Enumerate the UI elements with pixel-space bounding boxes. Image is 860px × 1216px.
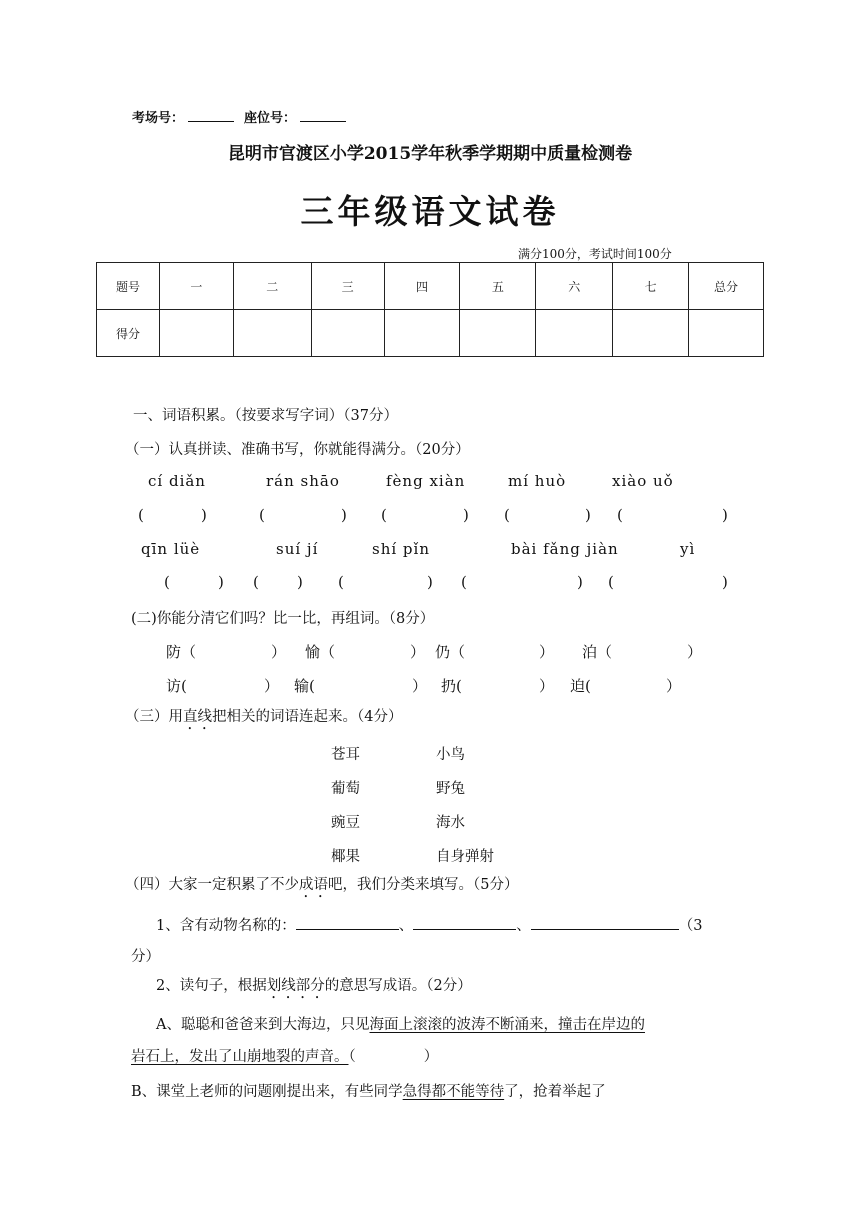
exam-info-line — [132, 107, 356, 126]
score-cell[interactable] — [689, 310, 764, 357]
match-left-item[interactable]: 豌豆 — [331, 815, 360, 831]
match-right-item[interactable]: 野兔 — [436, 781, 465, 797]
idiom-blank[interactable] — [413, 915, 516, 930]
underlined-phrase: 海面上滚滚的波涛不断涌来，撞击在岸边的 — [369, 1017, 645, 1033]
exam-room-blank[interactable] — [188, 110, 234, 122]
score-row-label: 得分 — [97, 310, 160, 357]
pinyin-item: yì — [680, 540, 696, 558]
table-header-cell: 五 — [460, 263, 536, 310]
pinyin-item: cí diǎn — [148, 472, 206, 490]
compare-char[interactable]: 迫( — [570, 677, 591, 695]
table-header-cell: 题号 — [97, 263, 160, 310]
compare-char[interactable]: 泊（ — [582, 643, 613, 661]
part4-q1-score-cont: 分） — [131, 949, 160, 965]
table-header-cell: 三 — [311, 263, 384, 310]
full-score-note: 满分100分，考试时间100分 — [518, 247, 672, 261]
match-right-item[interactable]: 小鸟 — [436, 747, 465, 763]
pinyin-item: rán shāo — [266, 472, 340, 490]
pinyin-item: shí pǐn — [372, 540, 430, 558]
pinyin-item: suí jí — [276, 540, 319, 558]
compare-char[interactable]: 防（ — [166, 643, 197, 661]
score-cell[interactable] — [460, 310, 536, 357]
sentence-a-line2: 岩石上，发出了山崩地裂的声音。（ ） — [131, 1049, 439, 1065]
score-cell[interactable] — [233, 310, 311, 357]
match-right-item[interactable]: 自身弹射 — [436, 849, 494, 865]
score-table-header-row — [97, 263, 764, 310]
emphasis-text: 划线部分 — [266, 978, 325, 994]
part3-heading: （三）用直线把相关的词语连起来。（4分） — [125, 709, 403, 725]
seat-blank[interactable] — [300, 110, 346, 122]
match-right-item[interactable]: 海水 — [436, 815, 465, 831]
part2-heading: (二)你能分清它们吗？比一比，再组词。（8分） — [131, 611, 435, 627]
table-header-cell: 六 — [536, 263, 613, 310]
exam-title: 三年级语文试卷 — [300, 192, 560, 231]
compare-char[interactable]: 仍（ — [435, 643, 466, 661]
score-cell[interactable] — [311, 310, 384, 357]
answer-blank[interactable]: ( — [461, 573, 467, 591]
answer-blank[interactable]: ( — [617, 506, 623, 524]
pinyin-item: bài fǎng jiàn — [511, 540, 619, 558]
part4-heading: （四）大家一定积累了不少成语吧，我们分类来填写。（5分） — [125, 877, 519, 893]
table-header-cell: 七 — [613, 263, 689, 310]
match-left-item[interactable]: 苍耳 — [331, 747, 360, 763]
table-header-cell: 二 — [233, 263, 311, 310]
part1-heading: （一）认真拼读、准确书写，你就能得满分。（20分） — [125, 442, 470, 458]
exam-subtitle: 昆明市官渡区小学2015学年秋季学期期中质量检测卷 — [227, 144, 633, 164]
section1-heading: 一、词语积累。（按要求写字词）（37分） — [133, 408, 398, 424]
score-cell[interactable] — [384, 310, 460, 357]
match-left-item[interactable]: 椰果 — [331, 849, 360, 865]
answer-blank[interactable]: ( — [259, 506, 265, 524]
score-cell[interactable] — [613, 310, 689, 357]
score-table — [96, 262, 764, 357]
part4-question-1: 1、含有动物名称的： 、 、 （3 — [156, 914, 702, 935]
answer-blank[interactable]: ( — [381, 506, 387, 524]
match-left-item[interactable]: 葡萄 — [331, 781, 360, 797]
table-header-cell: 总分 — [689, 263, 764, 310]
idiom-blank[interactable] — [531, 915, 679, 930]
answer-blank[interactable]: ( — [164, 573, 170, 591]
answer-blank[interactable]: ( — [338, 573, 344, 591]
underlined-phrase: 急得都不能等待 — [402, 1084, 505, 1100]
pinyin-item: fèng xiàn — [386, 472, 466, 490]
compare-char[interactable]: 输( — [294, 677, 315, 695]
answer-blank[interactable]: ( — [138, 506, 144, 524]
table-header-cell: 四 — [384, 263, 460, 310]
score-cell[interactable] — [159, 310, 233, 357]
part4-question-2: 2、读句子，根据划线部分的意思写成语。（2分） — [156, 978, 472, 994]
compare-char[interactable]: 扔( — [441, 677, 462, 695]
emphasis-text: 成语 — [299, 877, 328, 893]
seat-label: 座位号： — [244, 111, 297, 126]
sentence-b-line1: B、课堂上老师的问题刚提出来，有些同学急得都不能等待了，抢着举起了 — [131, 1084, 606, 1100]
pinyin-item: qīn lüè — [141, 540, 201, 558]
idiom-blank[interactable] — [296, 915, 399, 930]
pinyin-item: mí huò — [508, 472, 567, 490]
answer-blank[interactable]: ( — [608, 573, 614, 591]
underlined-phrase: 岩石上，发出了山崩地裂的声音。 — [131, 1049, 349, 1065]
answer-blank[interactable]: ( — [253, 573, 259, 591]
emphasis-text: 直线 — [183, 709, 212, 725]
score-table-score-row — [97, 310, 764, 357]
compare-char[interactable]: 访( — [166, 677, 187, 695]
answer-blank[interactable]: ( — [504, 506, 510, 524]
sentence-a-line1: A、聪聪和爸爸来到大海边，只见海面上滚滚的波涛不断涌来，撞击在岸边的 — [156, 1017, 645, 1033]
score-cell[interactable] — [536, 310, 613, 357]
pinyin-item: xiào uǒ — [612, 472, 674, 490]
table-header-cell: 一 — [159, 263, 233, 310]
exam-room-label: 考场号： — [132, 111, 185, 126]
compare-char[interactable]: 愉（ — [305, 643, 336, 661]
